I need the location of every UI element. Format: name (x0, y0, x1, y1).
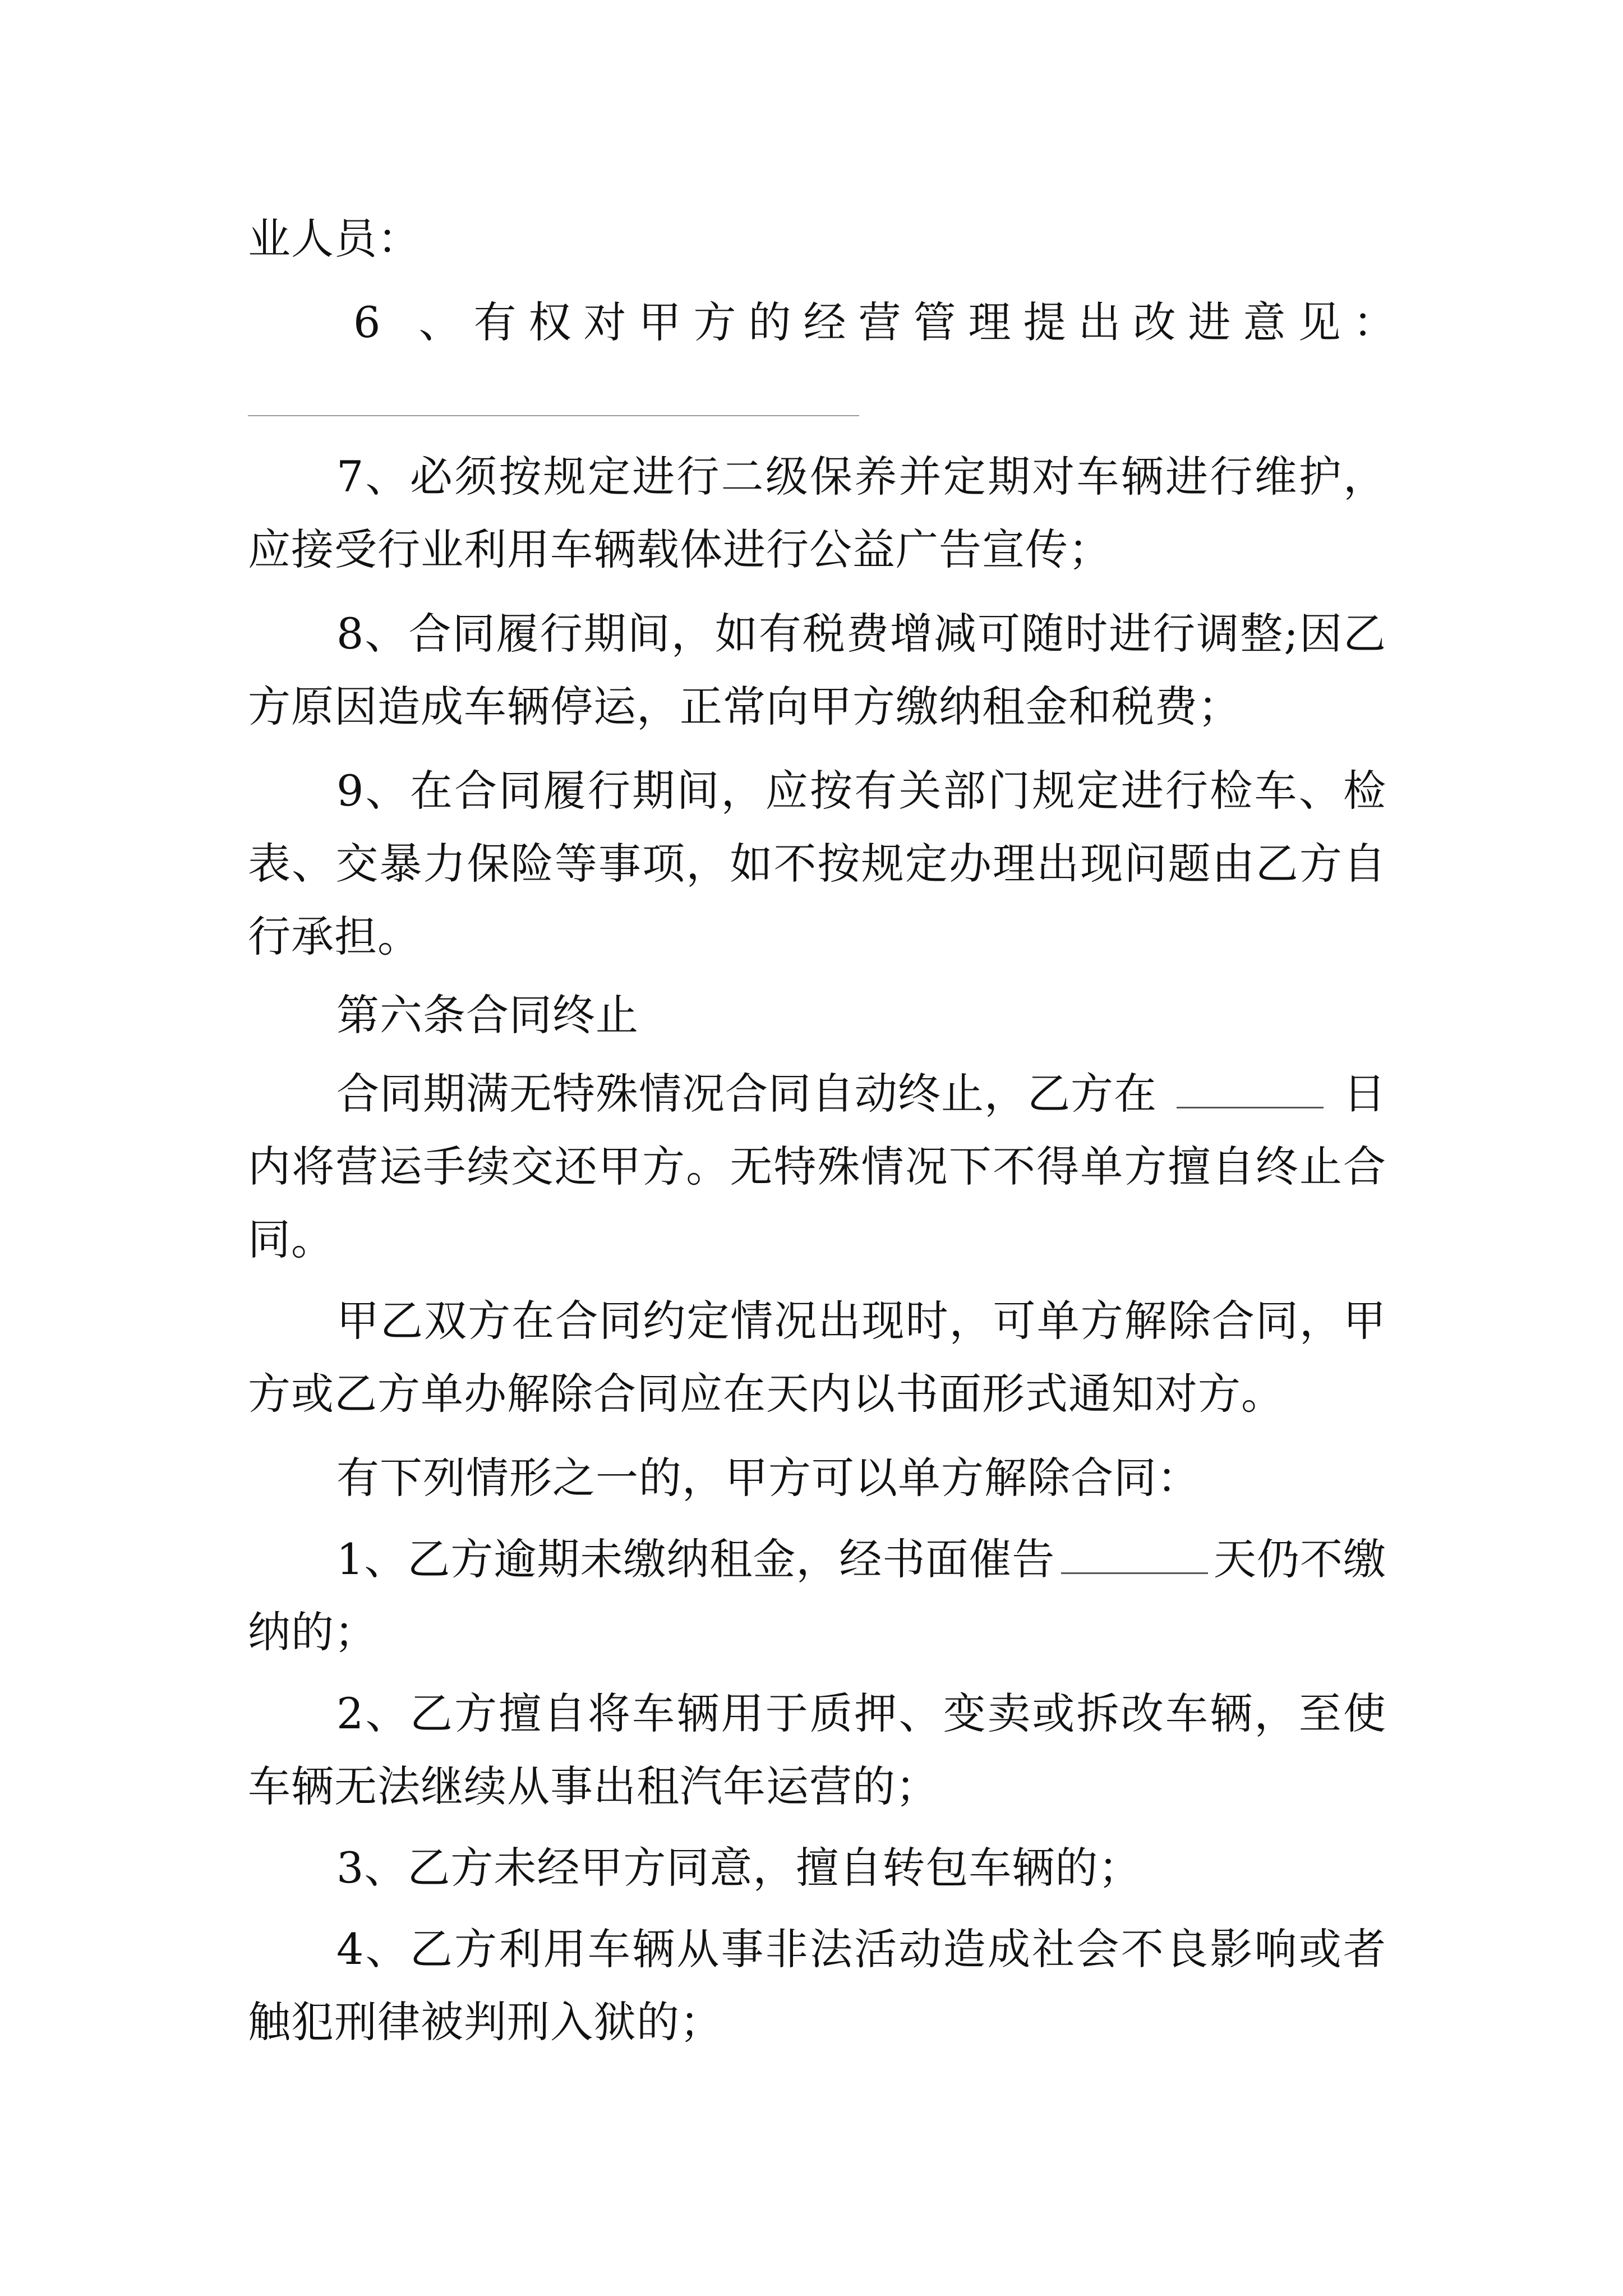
condition-2-line-2: 车辆无法继续从事出租汽年运营的； (248, 1761, 939, 1811)
rescind-line-1: 甲乙双方在合同约定情况出现时，可单方解除合同，甲 (336, 1296, 1386, 1346)
text-line: 业人员： (248, 214, 421, 264)
condition-1-text: 1、乙方逾期未缴纳租金，经书面催告 (336, 1534, 1055, 1584)
clause-8-line-2: 方原因造成车辆停运，正常向甲方缴纳租金和税费； (248, 682, 1241, 731)
clause-8-line-1: 8、合同履行期间，如有税费增减可随时进行调整;因乙 (336, 609, 1386, 659)
day-unit-text: 日 (1343, 1069, 1386, 1119)
blank-days-field (1177, 1070, 1324, 1108)
clause-9-line-2: 表、交暴力保险等事项，如不按规定办理出现问题由乙方自 (248, 839, 1386, 889)
termination-line-2: 内将营运手续交还甲方。无特殊情况下不得单方擅自终止合 (248, 1142, 1386, 1191)
rescind-line-2: 方或乙方单办解除合同应在天内以书面形式通知对方。 (248, 1369, 1284, 1419)
section-heading: 第六条合同终止 (336, 990, 639, 1040)
clause-9-line-3: 行承担。 (248, 912, 421, 961)
termination-line-1 (336, 1066, 1386, 1122)
blank-fill-line (248, 415, 859, 416)
condition-4-line-2: 触犯刑律被判刑入狱的； (248, 1997, 723, 2047)
condition-1-line-2: 纳的； (248, 1607, 377, 1657)
clause-9-line-1: 9、在合同履行期间，应按有关部门规定进行检车、检 (336, 766, 1386, 816)
termination-text: 合同期满无特殊情况合同自动终止，乙方在 (336, 1069, 1157, 1119)
blank-days-field (1061, 1535, 1208, 1574)
condition-1-tail: 天仍不缴 (1213, 1534, 1386, 1584)
conditions-intro: 有下列情形之一的，甲方可以单方解除合同： (336, 1453, 1200, 1503)
condition-4-line-1: 4、乙方利用车辆从事非法活动造成社会不良影响或者 (336, 1924, 1386, 1974)
condition-3-line: 3、乙方未经甲方同意，擅自转包车辆的； (336, 1843, 1142, 1893)
clause-7-line-2: 应接受行业利用车辆载体进行公益广告宣传； (248, 524, 1112, 574)
termination-line-3: 同。 (248, 1214, 334, 1264)
condition-2-line-1: 2、乙方擅自将车辆用于质押、变卖或拆改车辆，至使 (336, 1688, 1386, 1738)
clause-6-line: 6 、有权对甲方的经营管理提出改进意见： (353, 297, 1408, 347)
condition-1-line-1 (336, 1531, 1386, 1588)
clause-7-line-1: 7、必须按规定进行二级保养并定期对车辆进行维护， (336, 452, 1386, 501)
